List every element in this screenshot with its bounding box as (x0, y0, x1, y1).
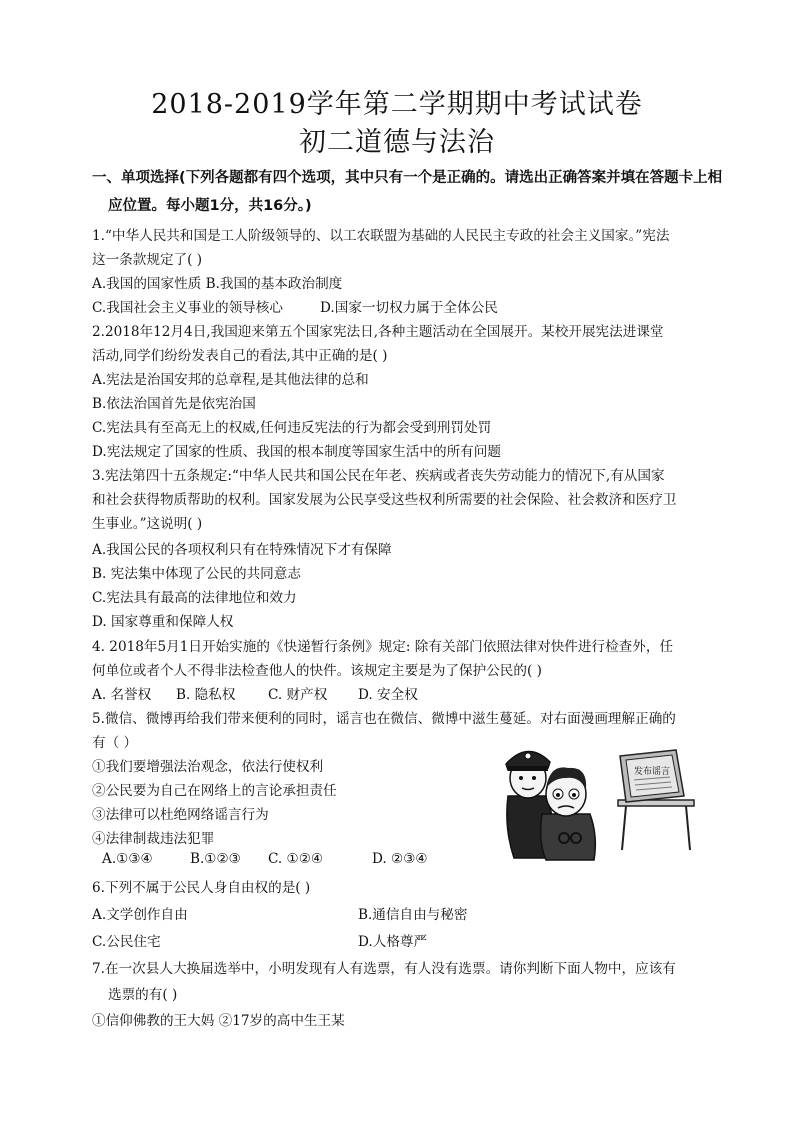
q6-option-c: C.公民住宅 (92, 934, 161, 950)
q2-option-a: A.宪法是治国安邦的总章程,是其他法律的总和 (92, 372, 369, 388)
q7-stem-cont: 选票的有( ) (108, 987, 178, 1003)
section-heading-cont: 应位置。每小题1分，共16分。) (108, 198, 312, 214)
q3-option-c: C.宪法具有最高的法律地位和效力 (92, 590, 297, 606)
q5-item-2: ②公民要为自己在网络上的言论承担责任 (92, 783, 337, 799)
q4-stem: 4. 2018年5月1日开始实施的《快递暂行条例》规定: 除有关部门依照法律对快件进行检查外，任 (92, 639, 674, 655)
exam-title: 2018-2019学年第二学期期中考试试卷 (151, 89, 643, 120)
q4-option-d: D. 安全权 (358, 687, 418, 703)
q1-options-ab: A.我国的国家性质 B.我国的基本政治制度 (92, 276, 343, 292)
q1-option-d: D.国家一切权力属于全体公民 (320, 300, 498, 316)
q4-option-a: A. 名誉权 (92, 687, 152, 703)
q3-stem-cont: 和社会获得物质帮助的权利。国家发展为公民享受这些权利所需要的社会保险、社会救济和医疗卫 (92, 492, 677, 508)
q2-option-d: D.宪法规定了国家的性质、我国的根本制度等国家生活中的所有问题 (92, 444, 501, 460)
q3-option-d: D. 国家尊重和保障人权 (92, 614, 234, 630)
q3-stem: 3.宪法第四十五条规定:“中华人民共和国公民在年老、疾病或者丧失劳动能力的情况下,有从国家 (92, 468, 665, 484)
q6-stem: 6.下列不属于公民人身自由权的是( ) (92, 880, 311, 896)
q1-stem: 1.“中华人民共和国是工人阶级领导的、以工农联盟为基础的人民民主专政的社会主义国家。”宪法 (92, 228, 670, 244)
q6-option-b: B.通信自由与秘密 (358, 907, 468, 923)
q4-stem-cont: 何单位或者个人不得非法检查他人的快件。该规定主要是为了保护公民的( ) (92, 663, 542, 679)
q6-option-a: A.文学创作自由 (92, 907, 188, 923)
exam-subject: 初二道德与法治 (299, 127, 495, 158)
q7-stem: 7.在一次县人大换届选举中，小明发现有人有选票，有人没有选票。请你判断下面人物中，应该有 (92, 961, 676, 977)
q2-stem: 2.2018年12月4日,我国迎来第五个国家宪法日,各种主题活动在全国展开。某校开展宪法进课堂 (92, 324, 664, 340)
q5-item-3: ③法律可以杜绝网络谣言行为 (92, 807, 269, 823)
q7-items: ①信仰佛教的王大妈 ②17岁的高中生王某 (92, 1013, 345, 1029)
q2-option-c: C.宪法具有至高无上的权威,任何违反宪法的行为都会受到刑罚处罚 (92, 420, 492, 436)
q5-item-1: ①我们要增强法治观念，依法行使权利 (92, 759, 324, 775)
q5-stem: 5.微信、微博再给我们带来便利的同时，谣言也在微信、微博中滋生蔓延。对右面漫画理解正确的 (92, 711, 676, 727)
q5-item-4: ④法律制裁违法犯罪 (92, 831, 215, 847)
q5-option-d: D. ②③④ (372, 851, 428, 867)
q5-option-c: C. ①②④ (268, 851, 324, 867)
q3-stem-cont2: 生事业。”这说明( ) (92, 516, 203, 532)
q1-option-c: C.我国社会主义事业的领导核心 (92, 300, 283, 316)
q3-option-b: B. 宪法集中体现了公民的共同意志 (92, 566, 301, 582)
q4-option-c: C. 财产权 (268, 687, 328, 703)
q5-option-b: B.①②③ (190, 851, 241, 867)
section-heading: 一、单项选择(下列各题都有四个选项，其中只有一个是正确的。请选出正确答案并填在答题卡上相 (92, 170, 723, 186)
rumor-arrest-cartoon (494, 738, 700, 862)
q2-option-b: B.依法治国首先是依宪治国 (92, 396, 256, 412)
q5-stem-cont: 有（ ） (92, 735, 138, 751)
rumor-sign-text: 发布谣言 (634, 767, 671, 777)
q1-stem-cont: 这一条款规定了( ) (92, 252, 203, 268)
q5-option-a: A.①③④ (102, 851, 153, 867)
q4-option-b: B. 隐私权 (176, 687, 236, 703)
q3-option-a: A.我国公民的各项权利只有在特殊情况下才有保障 (92, 542, 392, 558)
q6-option-d: D.人格尊严 (358, 934, 428, 950)
q2-stem-cont: 活动,同学们纷纷发表自己的看法,其中正确的是( ) (92, 348, 388, 364)
